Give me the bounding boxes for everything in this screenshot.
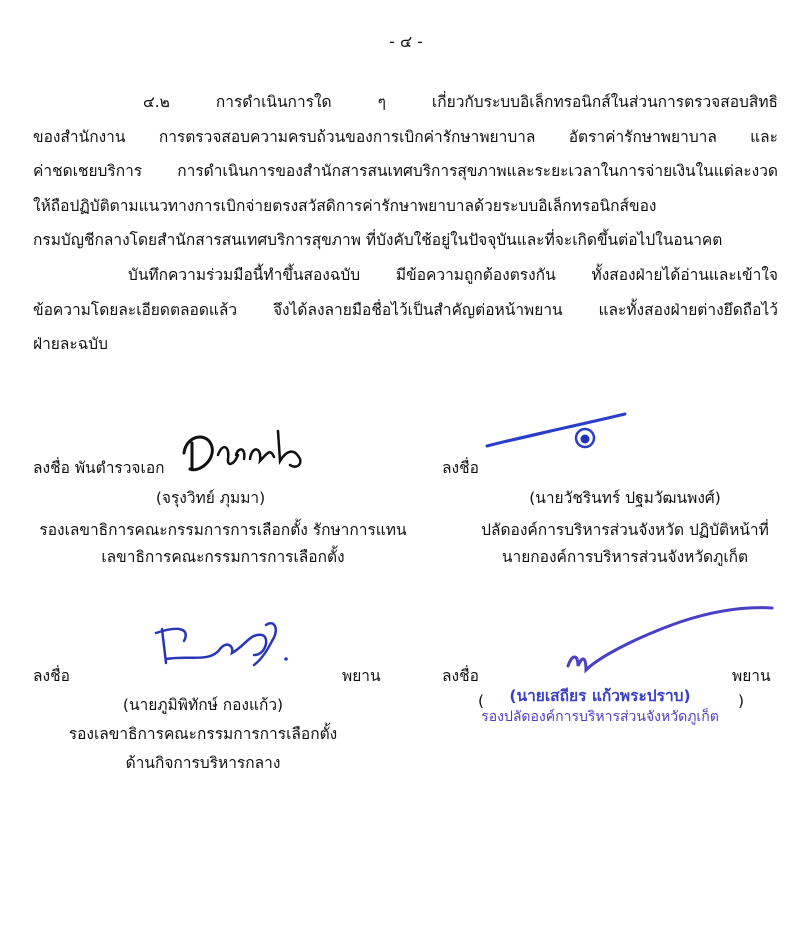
paragraph-line: ข้อความโดยละเอียดตลอดแล้ว จึงได้ลงลายมือชื่อไว้เป็นสำคัญต่อหน้าพยาน และทั้งสองฝ่ายต่างยึดถือไว้ [33, 300, 778, 319]
signature-label-bottom-right: ลงชื่อ [442, 667, 479, 685]
signatory-name-top-right: (นายวัชรินทร์ ปฐมวัฒนพงศ์) [529, 489, 721, 507]
paragraph-line: ๔.๒ การดำเนินการใด ๆ เกี่ยวกับระบบอิเล็กทรอนิกส์ในส่วนการตรวจสอบสิทธิ [143, 93, 778, 111]
signature-label-top-right: ลงชื่อ [442, 459, 479, 477]
signatory-position-top-right-1: ปลัดองค์การบริหารส่วนจังหวัด ปฏิบัติหน้าที่ [481, 521, 769, 539]
signature-label-bottom-left: ลงชื่อ [33, 667, 70, 685]
signatory-position-top-left-1: รองเลขาธิการคณะกรรมการการเลือกตั้ง รักษาการแทน [39, 521, 407, 539]
paragraph-line: กรมบัญชีกลางโดยสำนักสารสนเทศบริการสุขภาพ ที่บังคับใช้อยู่ในปัจจุบันและที่จะเกิดขึ้นต่อไปในอนาคต [33, 231, 723, 249]
witness-label-bottom-right: พยาน [732, 667, 771, 685]
paragraph-line: ของสำนักงาน การตรวจสอบความครบถ้วนของการเบิกค่ารักษาพยาบาล อัตราค่ารักษาพยาบาล และ [33, 127, 778, 146]
paragraph-line: บันทึกความร่วมมือนี้ทำขึ้นสองฉบับ มีข้อความถูกต้องตรงกัน ทั้งสองฝ่ายได้อ่านและเข้าใจ [128, 266, 778, 284]
signatory-position-bottom-left-2: ด้านกิจการบริหารกลาง [125, 754, 281, 772]
signatory-name-bottom-left: (นายภูมิพิทักษ์ กองแก้ว) [122, 696, 284, 714]
paragraph-line: ฝ่ายละฉบับ [33, 335, 108, 353]
signature-label-top-left: ลงชื่อ พันตำรวจเอก [33, 459, 165, 477]
signatory-position-bottom-left-1: รองเลขาธิการคณะกรรมการการเลือกตั้ง [68, 725, 338, 743]
handwritten-signature-top-right [485, 408, 630, 458]
paren-close-bottom-right: ) [738, 692, 745, 710]
handwritten-signature-top-left [178, 425, 318, 485]
paragraph-line: ค่าชดเชยบริการ การดำเนินการของสำนักสารสนเทศบริการสุขภาพและระยะเวลาในการจ่ายเงินในแต่ละงวด [33, 162, 778, 180]
paragraph-line: ให้ถือปฏิบัติตามแนวทางการเบิกจ่ายตรงสวัสดิการค่ารักษาพยาบาลด้วยระบบอิเล็กทรอนิกส์ของ [33, 196, 657, 215]
paren-open-bottom-right: ( [478, 692, 485, 710]
signatory-position-top-left-2: เลขาธิการคณะกรรมการการเลือกตั้ง [101, 548, 345, 566]
paragraph-closing [33, 258, 778, 362]
witness-label-bottom-left: พยาน [342, 667, 381, 685]
page-number: - ๔ - [389, 32, 423, 51]
stamp-name-bottom-right: (นายเสถียร แก้วพระปราบ) [509, 687, 691, 705]
stamp-position-bottom-right: รองปลัดองค์การบริหารส่วนจังหวัดภูเก็ต [481, 709, 719, 725]
signatory-position-top-right-2: นายกองค์การบริหารส่วนจังหวัดภูเก็ต [501, 548, 749, 566]
paragraph-section-4-2 [33, 85, 778, 258]
signatory-name-top-left: (จรุงวิทย์ ภุมมา) [155, 489, 266, 507]
handwritten-signature-bottom-left [150, 615, 295, 675]
